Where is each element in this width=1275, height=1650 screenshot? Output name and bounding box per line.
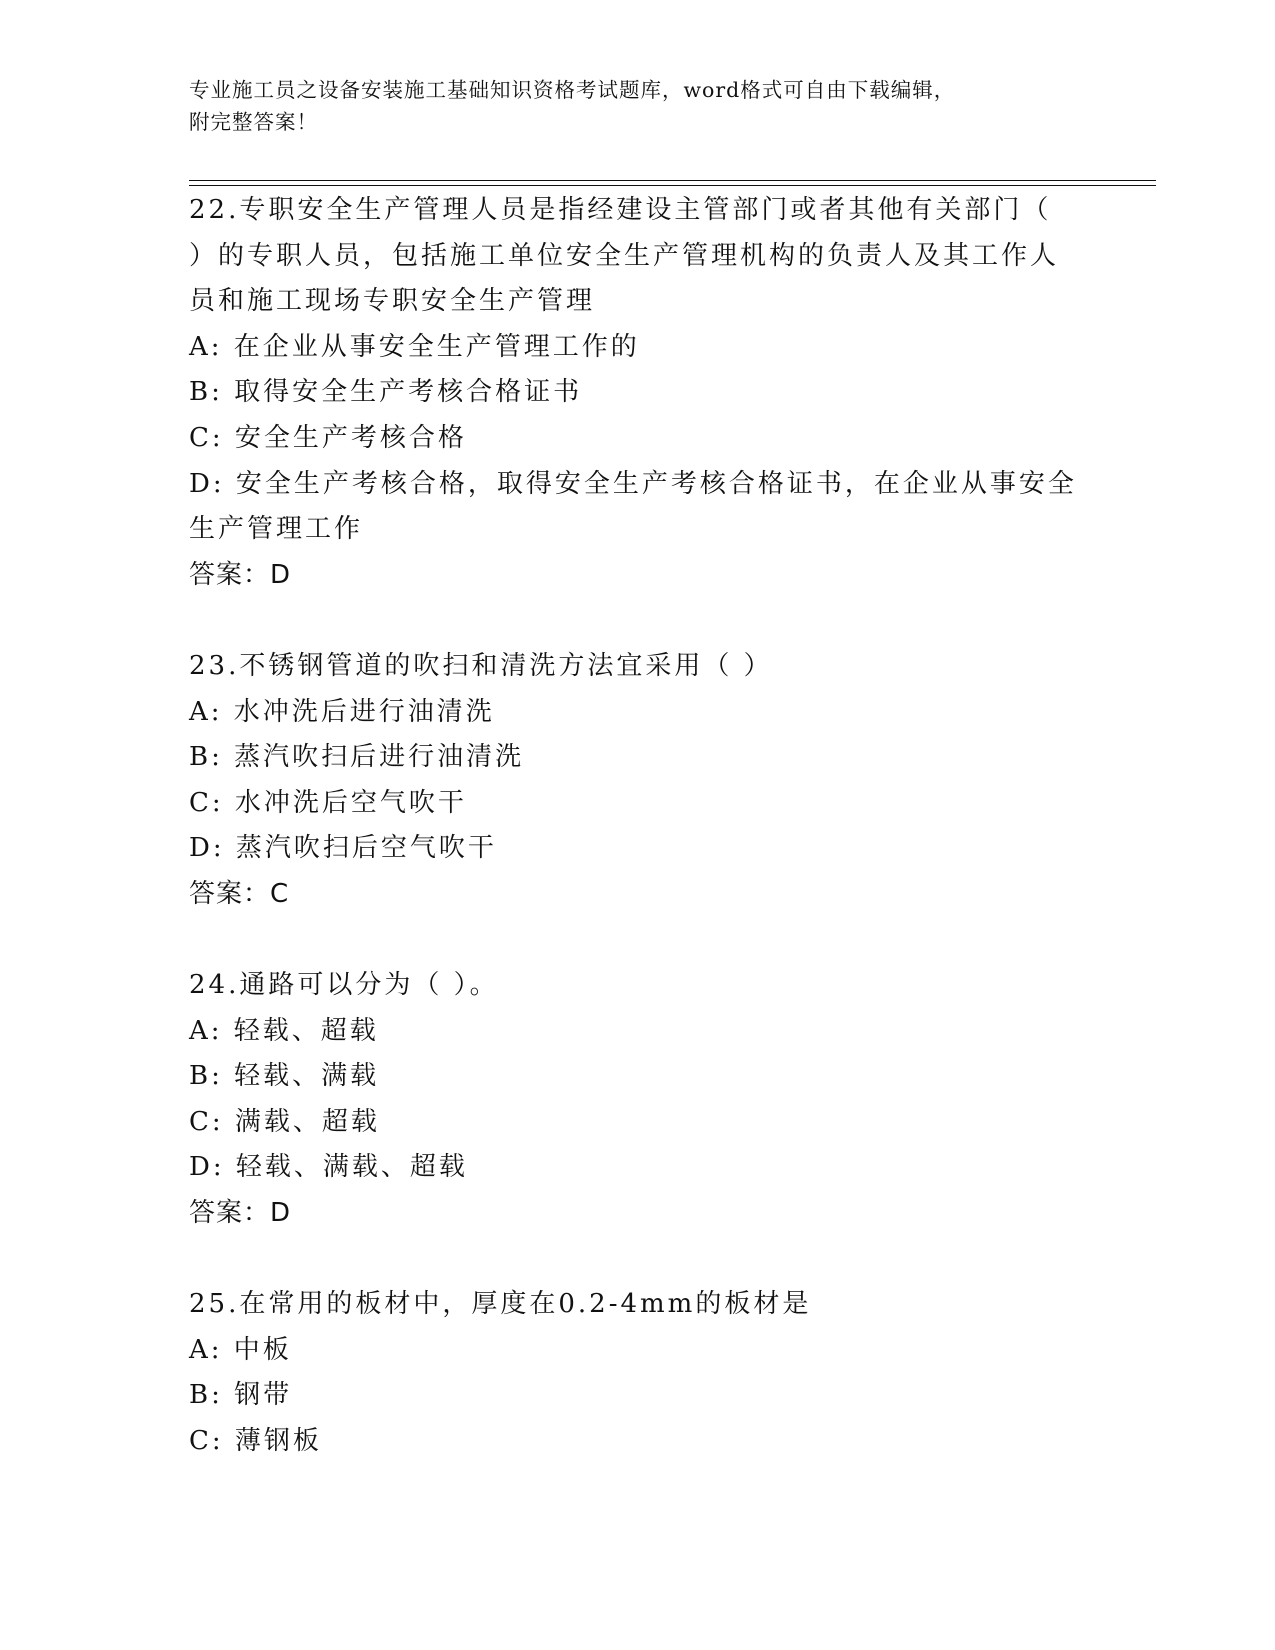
question-24-answer: 答案：D <box>189 1197 292 1228</box>
question-22-option-c: C: 安全生产考核合格 <box>189 422 467 453</box>
question-24-option-d: D: 轻载、满载、超载 <box>189 1152 468 1183</box>
question-23-option-d: D: 蒸汽吹扫后空气吹干 <box>189 833 497 864</box>
document-header <box>189 74 1089 138</box>
question-23-option-c: C: 水冲洗后空气吹干 <box>189 787 467 818</box>
question-25-option-c: C: 薄钢板 <box>189 1425 322 1456</box>
question-25-stem: 25.在常用的板材中，厚度在0.2-4mm的板材是 <box>189 1289 812 1319</box>
question-23-answer: 答案：C <box>189 878 290 909</box>
header-divider-top <box>189 180 1156 181</box>
question-22-stem-line-2: ）的专职人员，包括施工单位安全生产管理机构的负责人及其工作人 <box>189 240 1060 271</box>
question-25-option-b: B: 钢带 <box>189 1380 293 1411</box>
question-24-option-b: B: 轻载、满载 <box>189 1061 380 1092</box>
question-24-option-a: A: 轻载、超载 <box>189 1015 379 1046</box>
question-24-option-c: C: 满载、超载 <box>189 1106 380 1137</box>
question-23-option-b: B: 蒸汽吹扫后进行油清洗 <box>189 742 525 773</box>
question-25 <box>189 1282 1149 1464</box>
header-line-2: 附完整答案！ <box>189 110 318 134</box>
question-22-option-a: A: 在企业从事安全生产管理工作的 <box>189 331 640 362</box>
question-24 <box>189 963 1149 1237</box>
question-22-option-d: D: 安全生产考核合格，取得安全生产考核合格证书，在企业从事安全 <box>189 468 1077 499</box>
question-22-option-b: B: 取得安全生产考核合格证书 <box>189 377 583 408</box>
question-25-option-a: A: 中板 <box>189 1334 292 1365</box>
question-22-stem-line-3: 员和施工现场专职安全生产管理 <box>189 286 596 317</box>
question-22-answer: 答案：D <box>189 559 292 590</box>
question-23 <box>189 644 1149 918</box>
header-line-1: 专业施工员之设备安装施工基础知识资格考试题库，word格式可自由下载编辑， <box>189 78 956 102</box>
question-22-option-d-continued: 生产管理工作 <box>189 514 364 545</box>
question-24-stem: 24.通路可以分为（ ）。 <box>189 970 499 1000</box>
question-22-stem-line-1: 22.专职安全生产管理人员是指经建设主管部门或者其他有关部门（ <box>189 195 1052 225</box>
question-23-option-a: A: 水冲洗后进行油清洗 <box>189 696 495 727</box>
header-divider-bottom <box>189 185 1156 186</box>
question-23-stem: 23.不锈钢管道的吹扫和清洗方法宜采用（ ） <box>189 651 773 681</box>
question-22 <box>189 188 1149 598</box>
